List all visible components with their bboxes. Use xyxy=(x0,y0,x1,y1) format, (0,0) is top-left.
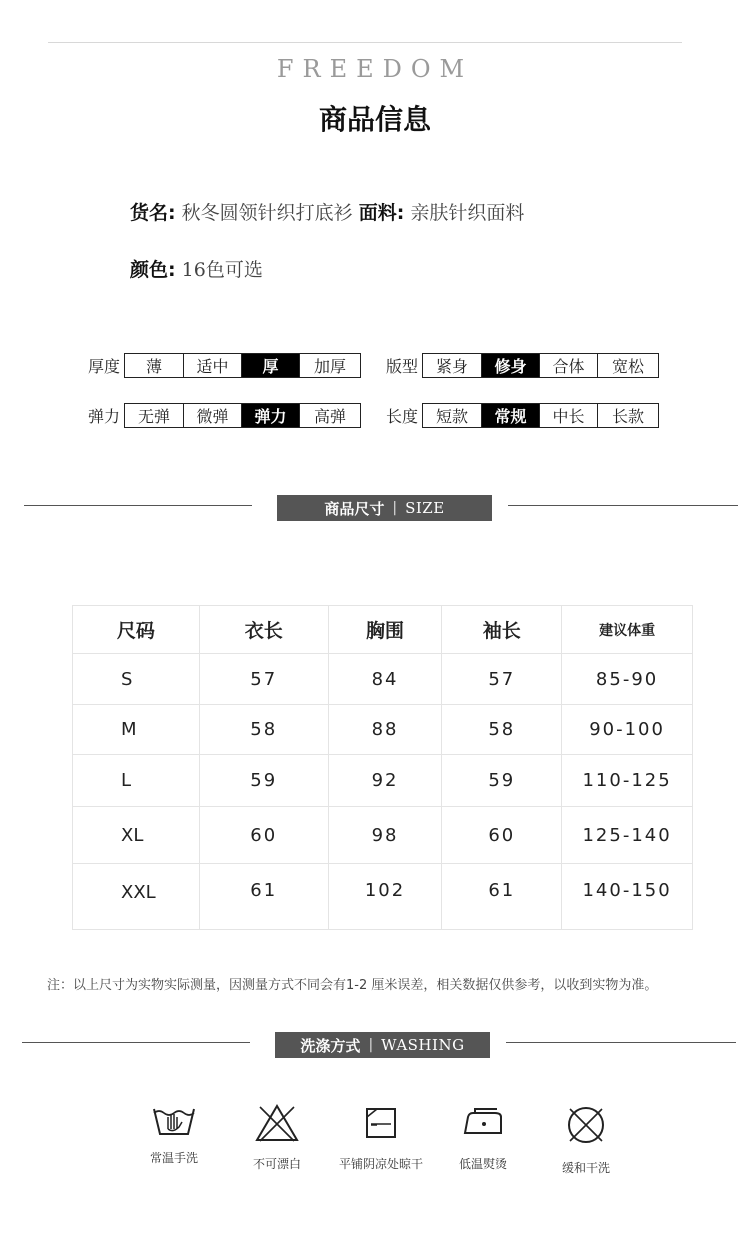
washing-divider-left xyxy=(22,1042,250,1043)
washing-title-separator: | xyxy=(368,1037,374,1053)
hand-wash-icon xyxy=(151,1103,197,1137)
length-option: 短款 xyxy=(436,407,469,426)
header-length: 衣长 xyxy=(199,606,328,654)
size-divider-left xyxy=(24,505,252,506)
wash-item-label: 平铺阴凉处晾干 xyxy=(338,1157,423,1171)
washing-title-en: WASHING xyxy=(381,1036,465,1054)
brand-text: FREEDOM xyxy=(276,55,474,83)
length-options xyxy=(422,403,659,428)
table-row xyxy=(73,705,693,755)
length-option: 长款 xyxy=(597,404,658,427)
table-cell: 61 xyxy=(442,864,562,930)
table-cell: 58 xyxy=(442,705,562,755)
thickness-label: 厚度 xyxy=(88,357,121,376)
size-divider-right xyxy=(508,505,738,506)
table-cell: 102 xyxy=(328,864,442,930)
wash-item-hand-wash xyxy=(124,1103,224,1166)
fit-option-selected: 修身 xyxy=(481,354,539,377)
table-header-row xyxy=(73,606,693,654)
wash-item-no-bleach xyxy=(227,1103,327,1172)
length-label: 长度 xyxy=(386,407,419,426)
table-cell: 84 xyxy=(328,654,442,705)
thickness-option-selected: 厚 xyxy=(241,354,299,377)
top-divider xyxy=(48,42,682,43)
size-cell: XXL xyxy=(73,864,200,930)
wash-item-flat-dry xyxy=(331,1103,431,1172)
fit-option: 宽松 xyxy=(597,354,658,377)
table-row xyxy=(73,807,693,864)
table-cell: 110-125 xyxy=(562,755,693,807)
elasticity-option-selected: 弹力 xyxy=(241,404,299,427)
wash-item-label: 不可漂白 xyxy=(252,1157,301,1171)
table-cell: 92 xyxy=(328,755,442,807)
length-row xyxy=(386,403,659,428)
table-cell: 60 xyxy=(442,807,562,864)
size-title-cn: 商品尺寸 xyxy=(324,499,385,518)
color-value: 16色可选 xyxy=(181,259,263,281)
wash-item-label: 常温手洗 xyxy=(149,1151,198,1165)
length-option-selected: 常规 xyxy=(481,404,539,427)
wash-item-label: 缓和干洗 xyxy=(561,1161,610,1175)
table-row xyxy=(73,755,693,807)
header-size: 尺码 xyxy=(73,606,200,654)
thickness-option: 加厚 xyxy=(299,354,360,377)
size-cell: S xyxy=(73,654,200,705)
low-iron-icon xyxy=(459,1103,507,1143)
size-cell: XL xyxy=(73,807,200,864)
table-cell: 140-150 xyxy=(562,864,693,930)
wash-item-gentle-dry xyxy=(536,1103,636,1176)
washing-title-cn: 洗涤方式 xyxy=(300,1036,361,1055)
table-cell: 57 xyxy=(199,654,328,705)
color-line xyxy=(130,255,263,282)
header-chest: 胸围 xyxy=(328,606,442,654)
fit-row xyxy=(386,353,659,378)
size-cell: M xyxy=(73,705,200,755)
thickness-option: 适中 xyxy=(183,354,241,377)
no-bleach-icon xyxy=(254,1103,300,1143)
table-cell: 125-140 xyxy=(562,807,693,864)
fit-option: 紧身 xyxy=(436,357,469,376)
elasticity-row xyxy=(88,403,361,428)
table-cell: 58 xyxy=(199,705,328,755)
table-cell: 59 xyxy=(199,755,328,807)
table-row xyxy=(73,864,693,930)
size-table xyxy=(72,605,693,930)
table-cell: 88 xyxy=(328,705,442,755)
product-name-label: 货名: xyxy=(130,202,176,224)
washing-section-banner xyxy=(275,1032,490,1058)
elasticity-option: 无弹 xyxy=(138,407,171,426)
elasticity-option: 高弹 xyxy=(299,404,360,427)
table-cell: 60 xyxy=(199,807,328,864)
fabric-label: 面料: xyxy=(358,202,405,224)
length-option: 中长 xyxy=(539,404,597,427)
table-cell: 85-90 xyxy=(562,654,693,705)
product-name-value: 秋冬圆领针织打底衫 xyxy=(181,202,353,224)
fabric-value: 亲肤针织面料 xyxy=(410,202,525,224)
header-sleeve: 袖长 xyxy=(442,606,562,654)
table-cell: 90-100 xyxy=(562,705,693,755)
elasticity-option: 微弹 xyxy=(183,404,241,427)
color-label: 颜色: xyxy=(130,259,176,281)
thickness-row xyxy=(88,353,361,378)
page-title: 商品信息 xyxy=(318,103,431,136)
size-cell: L xyxy=(73,755,200,807)
size-title-separator: | xyxy=(392,500,398,516)
fit-option: 合体 xyxy=(539,354,597,377)
product-name-line xyxy=(130,198,524,225)
table-cell: 57 xyxy=(442,654,562,705)
fit-label: 版型 xyxy=(386,357,419,376)
flat-dry-shade-icon xyxy=(361,1103,401,1143)
table-row xyxy=(73,654,693,705)
wash-item-label: 低温熨烫 xyxy=(458,1157,507,1171)
header-weight: 建议体重 xyxy=(562,606,693,654)
thickness-option: 薄 xyxy=(146,357,163,376)
elasticity-options xyxy=(124,403,361,428)
table-cell: 59 xyxy=(442,755,562,807)
size-section-banner xyxy=(277,495,492,521)
wash-item-low-iron xyxy=(433,1103,533,1172)
fit-options xyxy=(422,353,659,378)
gentle-dry-icon xyxy=(564,1103,608,1147)
size-note: 注：以上尺寸为实物实际测量，因测量方式不同会有1-2 厘米误差，相关数据仅供参考，以收到实物为准。 xyxy=(47,978,658,993)
elasticity-label: 弹力 xyxy=(88,407,121,426)
thickness-options xyxy=(124,353,361,378)
washing-divider-right xyxy=(506,1042,736,1043)
size-title-en: SIZE xyxy=(405,499,445,517)
table-cell: 61 xyxy=(199,864,328,930)
table-cell: 98 xyxy=(328,807,442,864)
